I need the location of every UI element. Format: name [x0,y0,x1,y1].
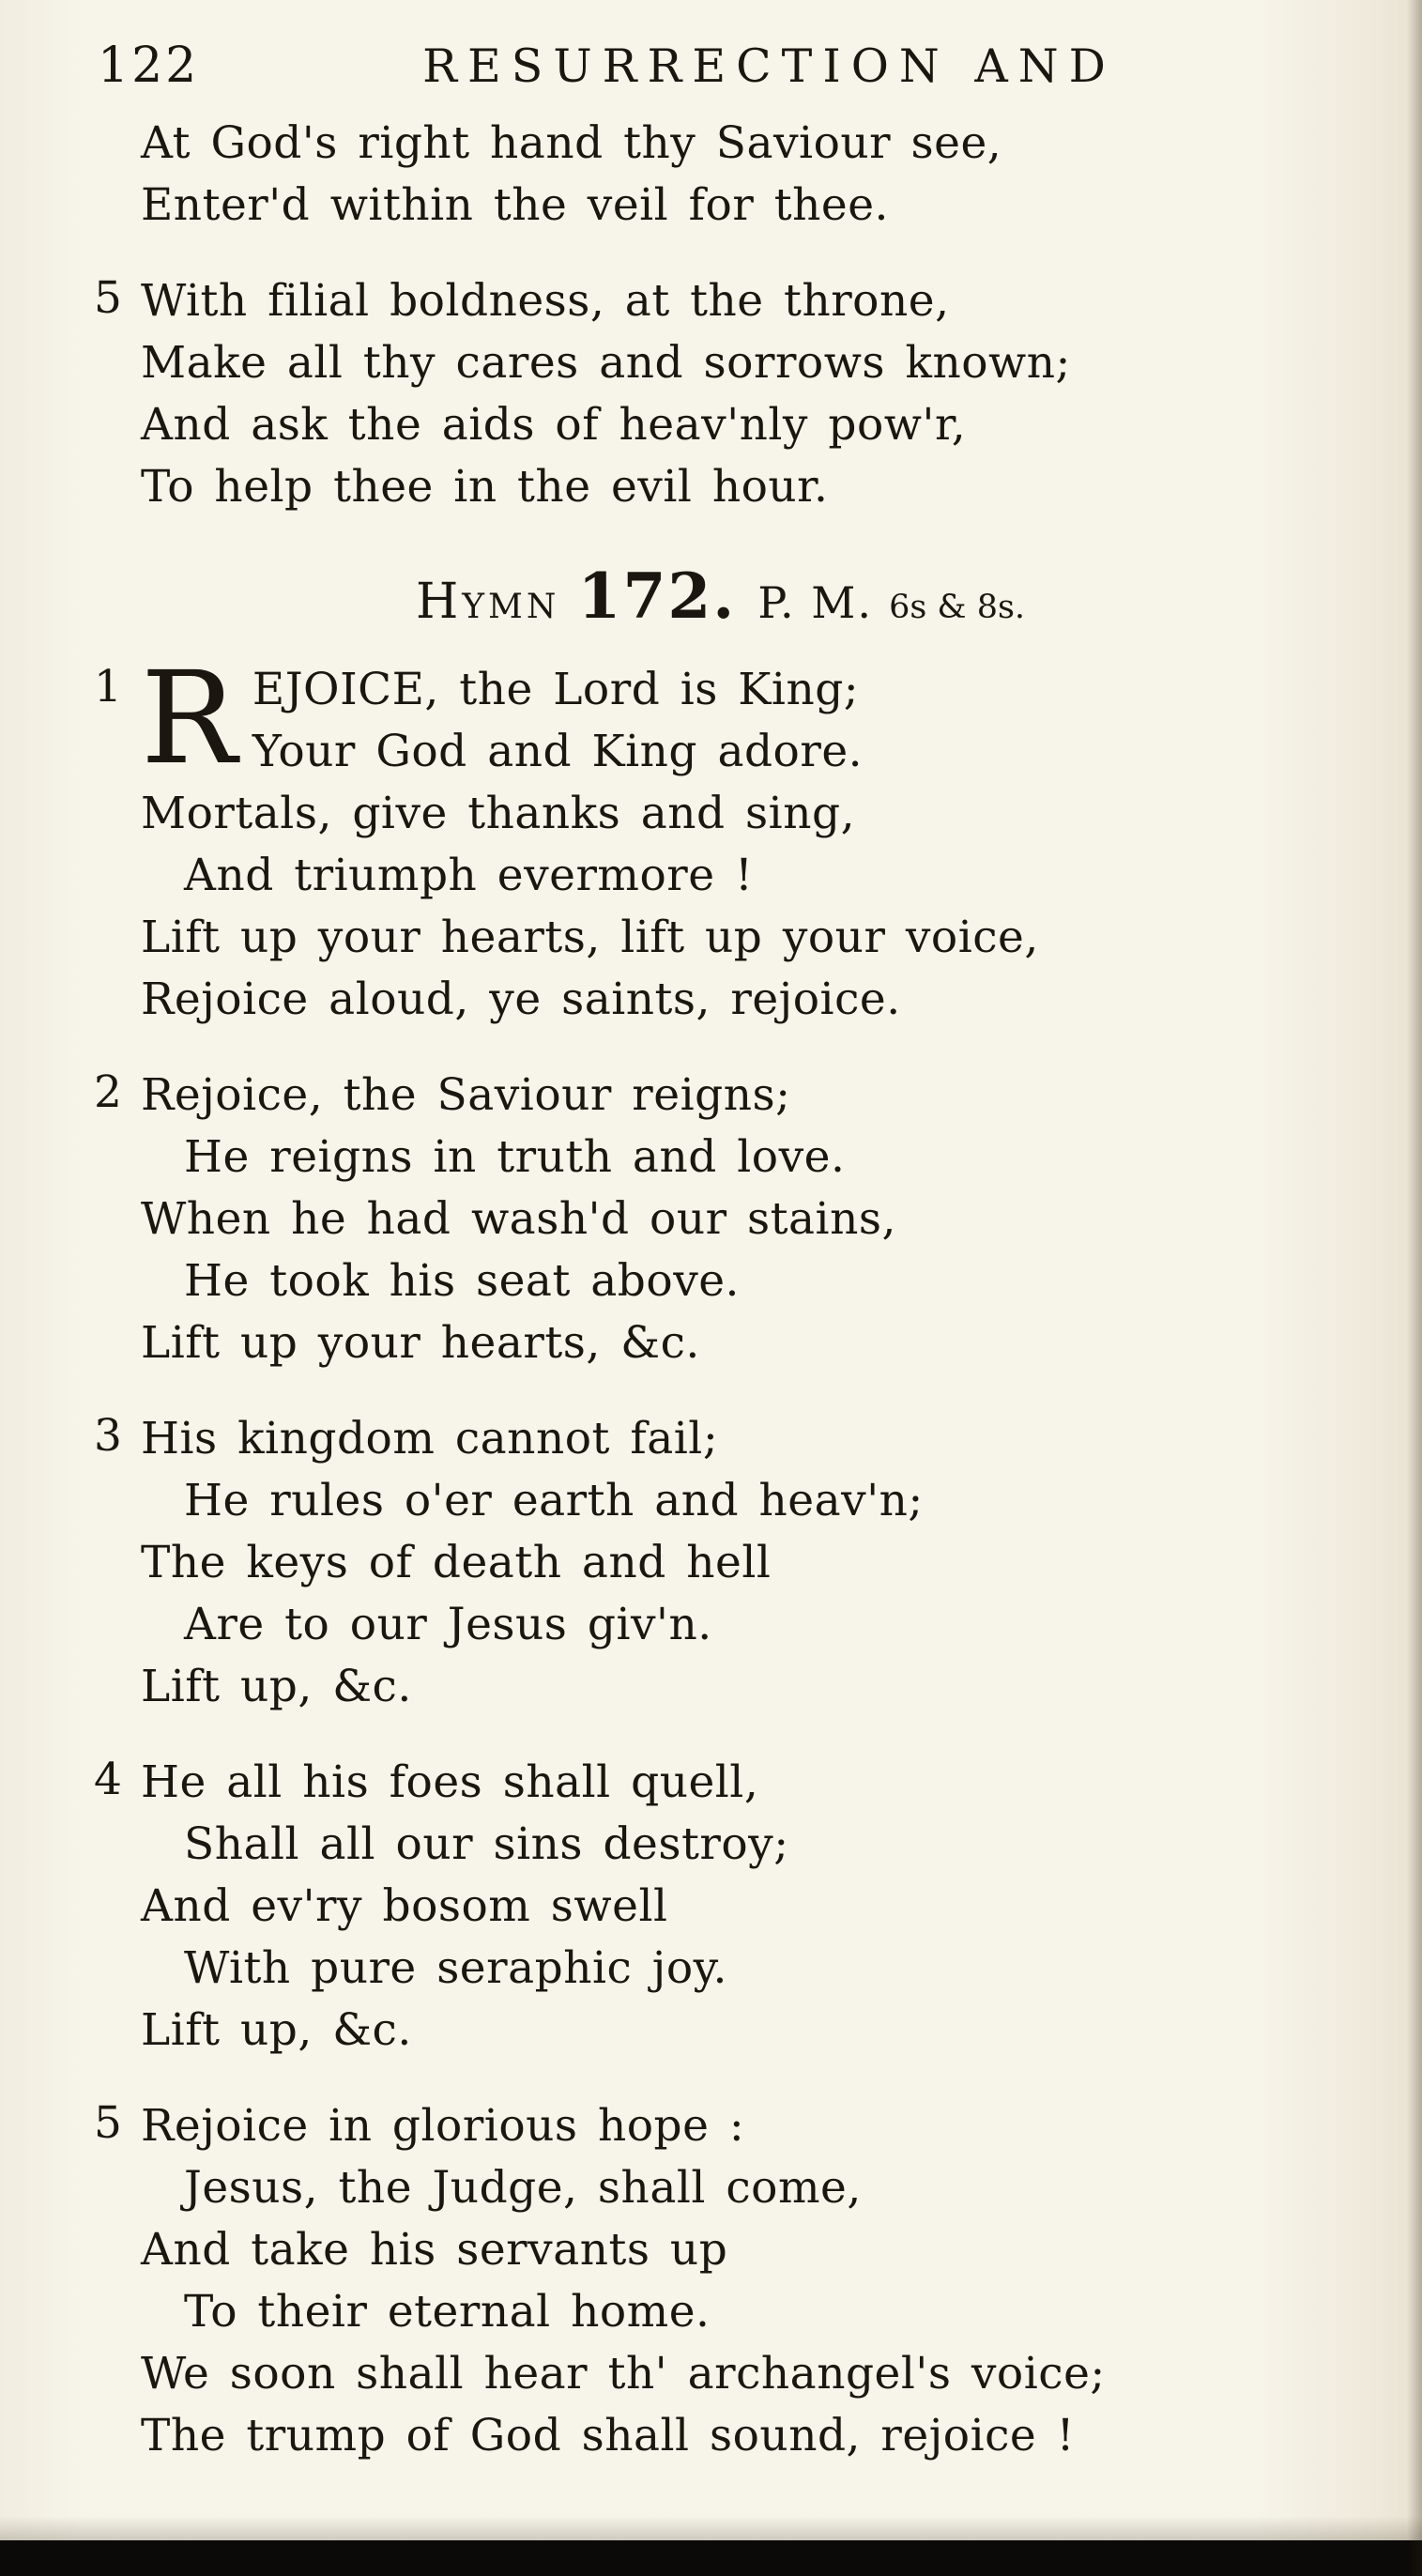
verse-line: Jesus, the Judge, shall come, [184,2162,862,2214]
scan-edge-bottom [0,2540,1422,2576]
stanza-verse-3 [94,1408,1356,1718]
verse-line: With pure seraphic joy. [184,1942,727,1994]
verse-line: His kingdom cannot fail; [141,1413,719,1464]
hymn-heading [141,560,1356,633]
running-header: RESURRECTION AND [422,39,1116,93]
dropcap-lines [141,659,1356,783]
verse-line: He all his foes shall quell, [141,1756,759,1808]
verse-line: Make all thy cares and sorrows known; [141,337,1071,389]
stanza-verse-5 [94,2095,1356,2467]
verse-line: Mortals, give thanks and sing, [141,788,856,839]
verse-line: Rejoice in glorious hope : [141,2100,745,2152]
stanza-verse-4 [94,1752,1356,2062]
verse-line: And ask the aids of heav'nly pow'r, [141,399,967,451]
verse-line: And ev'ry bosom swell [141,1880,668,1932]
verse-number: 4 [94,1754,122,1805]
verse-line: At God's right hand thy Saviour see, [141,117,1002,169]
stanza-verse-2 [94,1065,1356,1374]
hymn-label: Hymn [415,574,560,630]
verse-line: To help thee in the evil hour. [141,461,829,513]
verse-line: We soon shall hear th' archangel's voice; [141,2348,1106,2400]
verse-number: 5 [94,2097,122,2149]
verse-line: Rejoice, the Saviour reigns; [141,1069,791,1121]
verse-line: Rejoice aloud, ye saints, rejoice. [141,974,901,1025]
verse-number: 2 [94,1066,122,1118]
hymn-meter: P. M. [757,577,873,628]
verse-line: He rules o'er earth and heav'n; [184,1475,924,1526]
hymn-172 [94,560,1356,2467]
verse-number: 5 [94,272,122,324]
verse-line: When he had wash'd our stains, [141,1193,896,1245]
scan-shadow-bottom [0,2516,1422,2540]
hymn-number: 172. [577,560,737,633]
verse-line: To their eternal home. [184,2286,711,2338]
verse-number: 3 [94,1410,122,1462]
previous-hymn-continuation [94,113,1356,518]
drop-cap: R [141,659,237,783]
verse-line: Are to our Jesus giv'n. [184,1599,712,1650]
verse-line: And take his servants up [141,2224,728,2276]
verse-line: The keys of death and hell [141,1537,772,1588]
stanza-continuation [141,113,1356,237]
verse-line: Lift up, &c. [141,1661,412,1712]
verse-line: Enter'd within the veil for thee. [141,179,889,231]
hymn-measure: 6s & 8s. [889,589,1026,626]
stanza-prev-verse-5 [94,270,1356,518]
verse-line: Your God and King adore. [252,726,864,777]
page-number: 122 [98,38,200,94]
page-header [98,38,1356,94]
verse-line: EJOICE, the Lord is King; [252,664,860,715]
scan-edge-right [1407,0,1422,2576]
verse-line: He reigns in truth and love. [184,1131,846,1183]
verse-line: Lift up, &c. [141,2004,412,2056]
verse-line: Shall all our sins destroy; [184,1818,789,1870]
verse-line: And triumph evermore ! [184,850,754,901]
verse-line: He took his seat above. [184,1255,740,1307]
verse-line: With filial boldness, at the throne, [141,275,950,327]
verse-line: Lift up your hearts, lift up your voice, [141,912,1039,963]
stanza-verse-1 [94,659,1356,1031]
verse-line: The trump of God shall sound, rejoice ! [141,2410,1076,2461]
verse-line: Lift up your hearts, &c. [141,1317,700,1369]
verse-number: 1 [94,661,122,713]
